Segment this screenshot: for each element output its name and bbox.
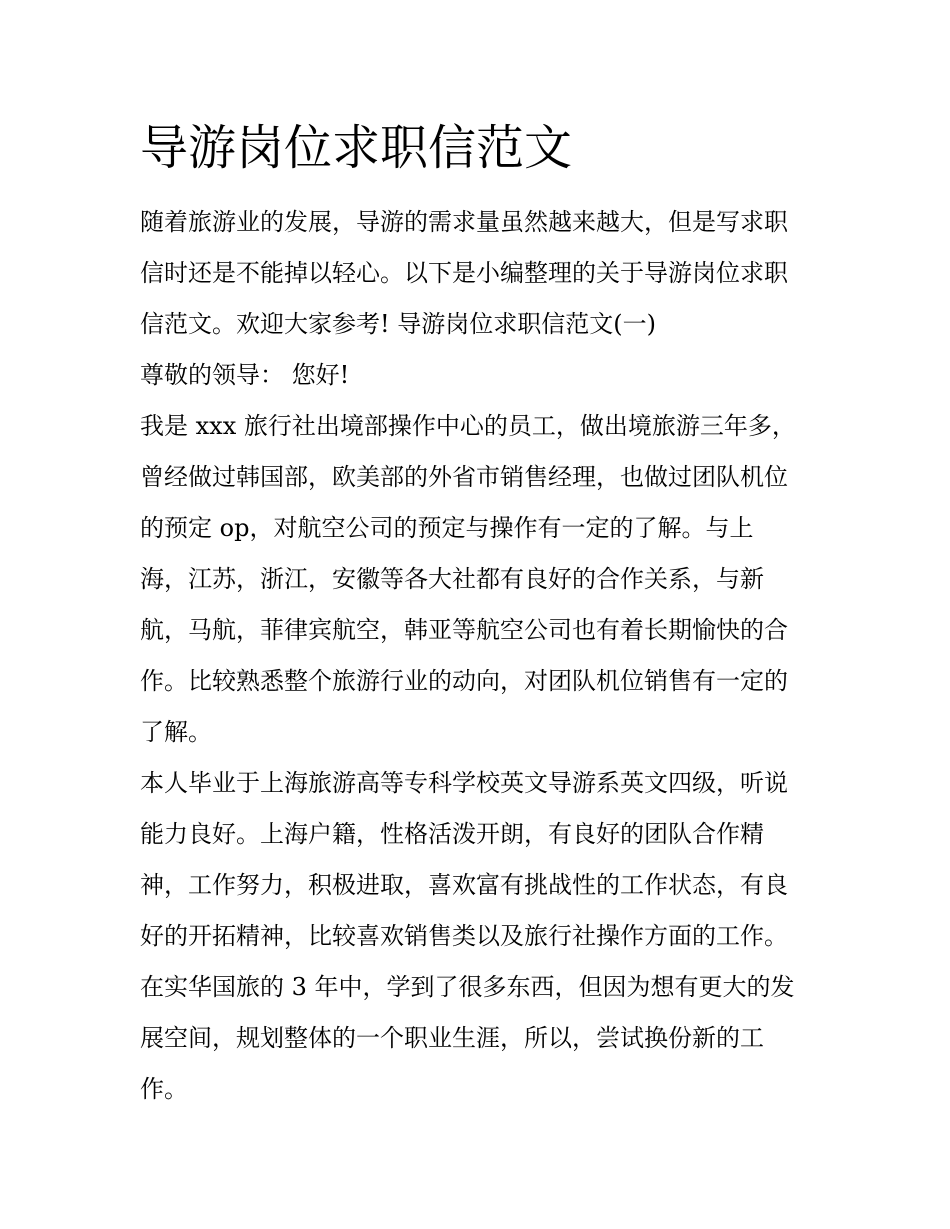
text-line: 本人毕业于上海旅游高等专科学校英文导游系英文四级，听说 [140,769,788,797]
text-line: 在实华国旅的 3 年中，学到了很多东西，但因为想有更大的发 [140,973,795,1001]
text-line: 尊敬的领导： 您好! [140,361,350,389]
text-line: 能力良好。上海户籍，性格活泼开朗，有良好的团队合作精 [140,820,764,848]
text-line: 作。比较熟悉整个旅游行业的动向，对团队机位销售有一定的 [140,667,788,695]
text-line: 信范文。欢迎大家参考! 导游岗位求职信范文(一) [140,310,656,338]
text-line: 了解。 [140,718,212,746]
text-line: 海，江苏，浙江，安徽等各大社都有良好的合作关系，与新 [140,565,764,593]
text-line: 的预定 op，对航空公司的预定与操作有一定的了解。与上 [140,514,754,542]
text-line: 航，马航，菲律宾航空，韩亚等航空公司也有着长期愉快的合 [140,616,788,644]
text-line: 信时还是不能掉以轻心。以下是小编整理的关于导游岗位求职 [140,259,788,287]
text-line: 曾经做过韩国部，欧美部的外省市销售经理，也做过团队机位 [140,463,788,491]
text-line: 作。 [140,1075,188,1103]
text-line: 神，工作努力，积极进取，喜欢富有挑战性的工作状态，有良 [140,871,788,899]
text-line: 展空间，规划整体的一个职业生涯，所以，尝试换份新的工 [140,1024,764,1052]
text-line: 好的开拓精神，比较喜欢销售类以及旅行社操作方面的工作。 [140,922,788,950]
document-title: 导游岗位求职信范文 [140,120,573,176]
text-line: 随着旅游业的发展，导游的需求量虽然越来越大，但是写求职 [140,208,788,236]
text-line: 我是 xxx 旅行社出境部操作中心的员工，做出境旅游三年多， [140,412,796,440]
